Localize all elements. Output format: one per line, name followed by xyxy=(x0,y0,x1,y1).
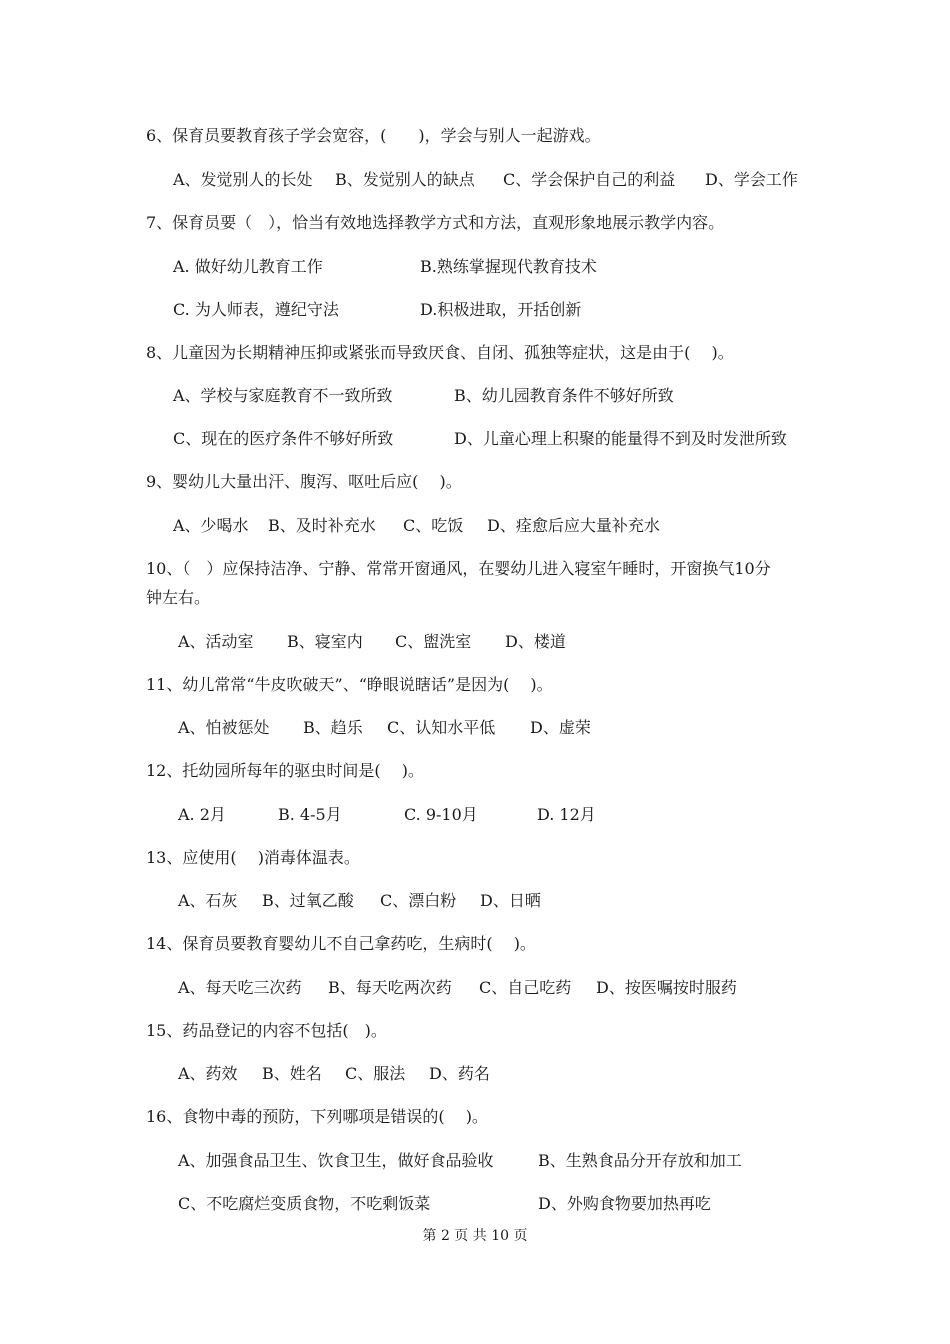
option-d: D、楼道 xyxy=(505,632,566,651)
option-d: D、虚荣 xyxy=(530,718,591,737)
option-a: A、每天吃三次药 xyxy=(178,978,302,997)
question-8: 8、儿童因为长期精神压抑或紧张而导致厌食、自闭、孤独等症状，这是由于( )。 xyxy=(146,343,734,362)
option-c: C. 为人师表，遵纪守法 xyxy=(173,300,339,319)
option-a: A、学校与家庭教育不一致所致 xyxy=(173,386,393,405)
option-d: D、外购食物要加热再吃 xyxy=(538,1194,711,1213)
page-number-footer: 第 2 页 共 10 页 xyxy=(422,1228,528,1244)
option-c: C. 9-10月 xyxy=(404,805,478,824)
option-b: B、每天吃两次药 xyxy=(328,978,452,997)
question-12: 12、托幼园所每年的驱虫时间是( )。 xyxy=(146,761,424,780)
question-7: 7、保育员要（ ），恰当有效地选择教学方式和方法，直观形象地展示教学内容。 xyxy=(146,213,725,232)
question-9: 9、婴幼儿大量出汗、腹泻、呕吐后应( )。 xyxy=(146,472,462,491)
option-d: D.积极进取，开括创新 xyxy=(420,300,582,319)
option-c: C、自己吃药 xyxy=(479,978,572,997)
option-a: A、怕被惩处 xyxy=(178,718,270,737)
question-15: 15、药品登记的内容不包括( )。 xyxy=(146,1021,387,1040)
option-c: C、服法 xyxy=(345,1064,406,1083)
option-a: A、加强食品卫生、饮食卫生，做好食品验收 xyxy=(178,1151,494,1170)
option-b: B.熟练掌握现代教育技术 xyxy=(420,257,597,276)
option-b: B、生熟食品分开存放和加工 xyxy=(538,1151,742,1170)
option-b: B. 4-5月 xyxy=(278,805,342,824)
option-c: C、吃饭 xyxy=(403,516,464,535)
option-a: A、发觉别人的长处 xyxy=(173,170,313,189)
option-c: C、盥洗室 xyxy=(395,632,472,651)
option-c: C、不吃腐烂变质食物，不吃剩饭菜 xyxy=(178,1194,431,1213)
question-13: 13、应使用( )消毒体温表。 xyxy=(146,848,360,867)
option-c: C、认知水平低 xyxy=(387,718,496,737)
option-c: C、学会保护自己的利益 xyxy=(503,170,676,189)
option-a: A. 2月 xyxy=(178,805,226,824)
option-a: A. 做好幼儿教育工作 xyxy=(173,257,323,276)
question-14: 14、保育员要教育婴幼儿不自己拿药吃，生病时( )。 xyxy=(146,934,536,953)
option-d: D、药名 xyxy=(429,1064,490,1083)
option-b: B、过氧乙酸 xyxy=(262,891,354,910)
question-16: 16、食物中毒的预防，下列哪项是错误的( )。 xyxy=(146,1107,488,1126)
option-b: B、寝室内 xyxy=(287,632,363,651)
option-d: D、儿童心理上积聚的能量得不到及时发泄所致 xyxy=(454,429,787,448)
option-b: B、趋乐 xyxy=(303,718,363,737)
option-d: D. 12月 xyxy=(537,805,596,824)
question-11: 11、幼儿常常“牛皮吹破天”、“睁眼说瞎话”是因为( )。 xyxy=(146,675,553,694)
question-6: 6、保育员要教育孩子学会宽容，( )，学会与别人一起游戏。 xyxy=(146,126,601,145)
question-10-cont: 钟左右。 xyxy=(146,588,211,607)
option-a: A、药效 xyxy=(178,1064,238,1083)
option-d: D、学会工作 xyxy=(705,170,798,189)
option-d: D、日晒 xyxy=(480,891,541,910)
option-a: A、石灰 xyxy=(178,891,238,910)
option-d: D、痊愈后应大量补充水 xyxy=(487,516,660,535)
option-d: D、按医嘱按时服药 xyxy=(596,978,737,997)
question-10: 10、（ ）应保持洁净、宁静、常常开窗通风，在婴幼儿进入寝室午睡时，开窗换气10分 xyxy=(146,559,771,578)
option-b: B、及时补充水 xyxy=(268,516,376,535)
option-b: B、幼儿园教育条件不够好所致 xyxy=(454,386,674,405)
option-c: C、现在的医疗条件不够好所致 xyxy=(173,429,394,448)
option-b: B、姓名 xyxy=(262,1064,322,1083)
option-b: B、发觉别人的缺点 xyxy=(335,170,475,189)
option-c: C、漂白粉 xyxy=(380,891,457,910)
option-a: A、活动室 xyxy=(178,632,254,651)
option-a: A、少喝水 xyxy=(173,516,249,535)
